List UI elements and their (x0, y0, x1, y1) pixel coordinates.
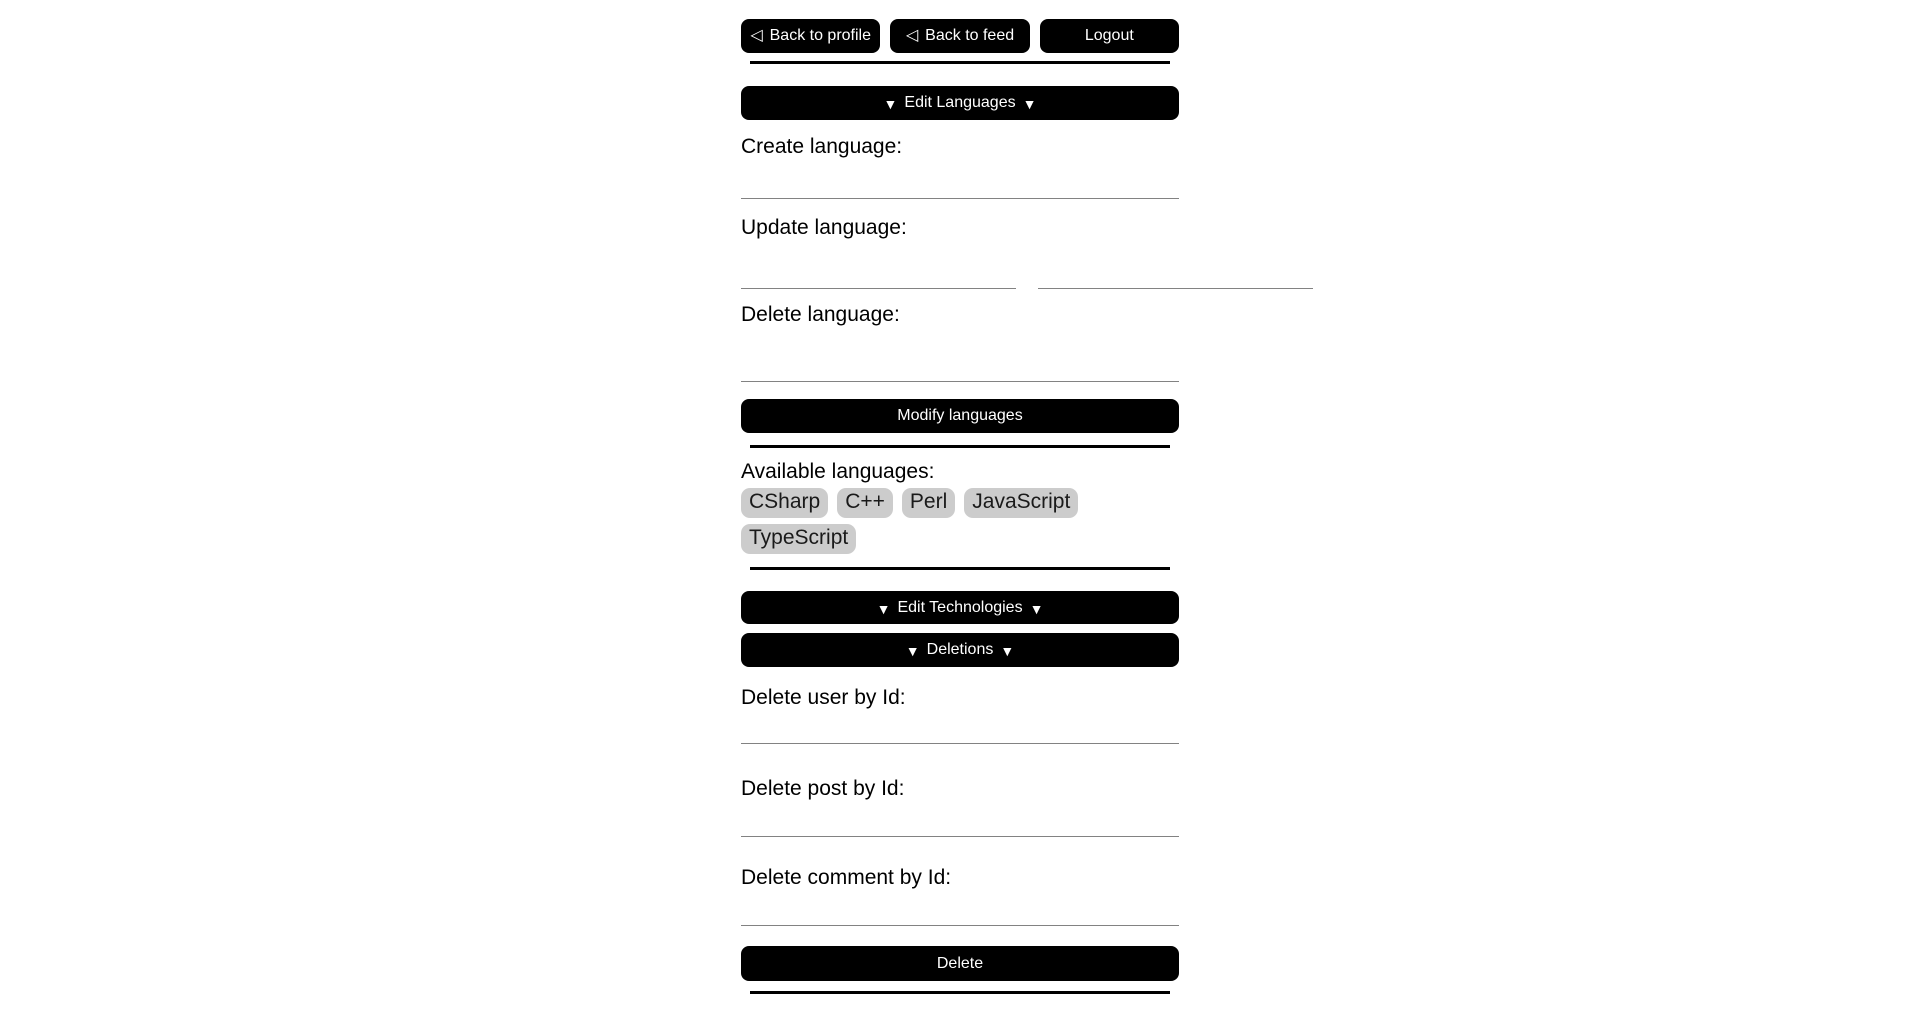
triangle-left-icon: ◁ (750, 27, 763, 44)
delete-post-by-id-label: Delete post by Id: (741, 777, 905, 800)
back-to-profile-label: Back to profile (769, 27, 872, 44)
back-to-feed-button[interactable] (890, 19, 1029, 53)
edit-languages-toggle[interactable] (741, 86, 1179, 120)
delete-button[interactable] (741, 946, 1179, 981)
available-languages-list (741, 488, 1179, 554)
triangle-down-icon: ▼ (1022, 96, 1037, 112)
update-language-from-input[interactable] (741, 240, 1016, 289)
delete-user-by-id-label: Delete user by Id: (741, 686, 906, 709)
delete-post-id-input[interactable] (741, 801, 1179, 837)
divider (750, 61, 1170, 64)
back-to-feed-label: Back to feed (925, 27, 1015, 44)
back-to-profile-button[interactable] (741, 19, 880, 53)
edit-technologies-toggle-label: Edit Technologies (897, 598, 1023, 616)
delete-language-label: Delete language: (741, 303, 900, 326)
update-language-row (741, 240, 1179, 289)
update-language-label: Update language: (741, 216, 907, 239)
available-languages-label: Available languages: (741, 460, 935, 483)
language-chip[interactable]: JavaScript (964, 488, 1078, 518)
language-chip[interactable]: C++ (837, 488, 893, 518)
triangle-down-icon: ▼ (1029, 600, 1044, 617)
admin-panel (741, 0, 1179, 994)
edit-languages-toggle-label: Edit Languages (904, 94, 1016, 111)
toolbar (741, 19, 1179, 53)
divider (750, 991, 1170, 994)
create-language-label: Create language: (741, 135, 903, 158)
create-language-input[interactable] (741, 159, 1179, 199)
triangle-down-icon: ▼ (905, 643, 920, 659)
delete-button-label: Delete (936, 954, 984, 972)
logout-label: Logout (1084, 27, 1134, 44)
language-chip[interactable]: TypeScript (741, 524, 856, 554)
triangle-down-icon: ▼ (883, 96, 898, 112)
divider (750, 445, 1170, 448)
logout-button[interactable] (1040, 19, 1179, 53)
edit-technologies-toggle[interactable] (741, 591, 1179, 624)
language-chip[interactable]: Perl (902, 488, 955, 518)
delete-language-input[interactable] (741, 327, 1179, 382)
delete-user-id-input[interactable] (741, 710, 1179, 744)
triangle-left-icon: ◁ (905, 27, 919, 44)
modify-languages-label: Modify languages (897, 407, 1023, 424)
divider (750, 567, 1170, 570)
triangle-down-icon: ▼ (876, 600, 891, 617)
language-chip[interactable]: CSharp (741, 488, 828, 518)
triangle-down-icon: ▼ (1000, 643, 1015, 659)
deletions-toggle[interactable] (741, 633, 1179, 667)
delete-comment-by-id-label: Delete comment by Id: (741, 866, 952, 889)
update-language-to-input[interactable] (1038, 240, 1313, 289)
deletions-toggle-label: Deletions (926, 641, 994, 658)
delete-comment-id-input[interactable] (741, 890, 1179, 926)
modify-languages-button[interactable] (741, 399, 1179, 433)
